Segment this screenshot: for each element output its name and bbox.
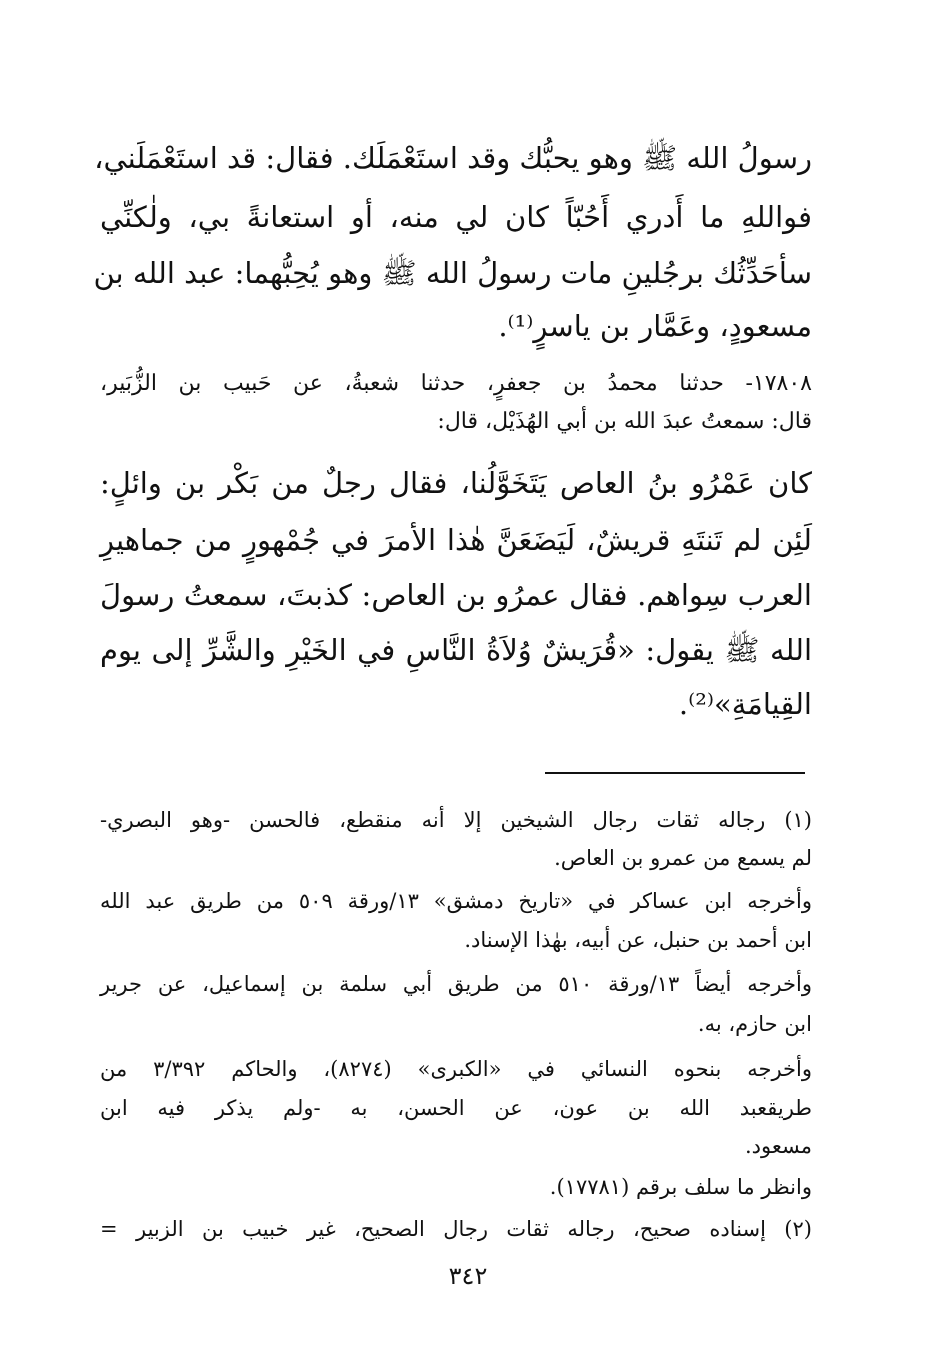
main-text-line: سأحَدِّثُك برجُلينِ مات رسولُ الله ﷺ وهو يُحِبُّهما: عبد الله بن <box>93 256 812 290</box>
main-text-line: رسولُ الله ﷺ وهو يحبُّك وقد استَعْمَلَك. فقال: قد استَعْمَلَني، <box>94 141 812 175</box>
footnote-line: ابن أحمد بن حنبل، عن أبيه، بهٰذا الإسناد. <box>464 928 812 952</box>
hadith-chain-line: ١٧٨٠٨- حدثنا محمدُ بن جعفرٍ، حدثنا شعبةُ، عن حَبيب بن الزُّبَير، <box>100 371 812 396</box>
footnote-line: مسعود. <box>745 1134 812 1158</box>
footnote-line: وأخرجه ابن عساكر في «تاريخ دمشق» ١٣/ورقة ٥٠٩ من طريق عبد الله <box>100 889 812 913</box>
hadith-chain-line: قال: سمعتُ عبدَ الله بن أبي الهُذَيْل، قال: <box>437 409 812 434</box>
page-number: ٣٤٢ <box>448 1262 488 1290</box>
hadith-text-line: لَئِن لم تَنتَهِ قريشٌ، لَيَضَعَنَّ هٰذا الأمرَ في جُمْهورٍ من جماهيرِ <box>100 523 812 557</box>
footnote-line: ابن حازم، به. <box>697 1012 812 1036</box>
footnote-line: وأخرجه أيضاً ١٣/ورقة ٥١٠ من طريق أبي سلمة بن إسماعيل، عن جرير <box>100 972 812 996</box>
hadith-text-line: كان عَمْرُو بنُ العاص يَتَخَوَّلُنا، فقال رجلٌ من بَكْر بن وائلٍ: <box>100 466 812 500</box>
footnote-line: (١) رجاله ثقات رجال الشيخين إلا أنه منقطع، فالحسن -وهو البصري- <box>100 808 812 832</box>
main-text-line: مسعودٍ، وعَمَّار بن ياسرٍ⁽¹⁾. <box>498 309 812 343</box>
hadith-text-line: الله ﷺ يقول: «قُرَيشٌ وُلاَةُ النَّاسِ في الخَيْرِ والشَّرِّ إلى يوم <box>100 633 812 667</box>
hadith-text-line: العرب سِواهم. فقال عمرُو بن العاص: كذبتَ، سمعتُ رسولَ <box>100 578 812 612</box>
hadith-text-line: القِيامَةِ»⁽²⁾. <box>678 687 812 721</box>
footnote-line: لم يسمع من عمرو بن العاص. <box>554 846 812 870</box>
footnote-line: وانظر ما سلف برقم (١٧٧٨١). <box>549 1175 812 1199</box>
footnote-line: طريقعبد الله بن عون، عن الحسن، به -ولم يذكر فيه ابن <box>100 1096 812 1120</box>
footnote-line: (٢) إسناده صحيح، رجاله ثقات رجال الصحيح، غير خبيب بن الزبير = <box>100 1217 812 1241</box>
main-text-line: فواللهِ ما أَدري أَحُبّاً كان لي منه، أو استعانةً بي، ولٰكنِّي <box>100 200 812 234</box>
footnote-line: وأخرجه بنحوه النسائي في «الكبرى» (٨٢٧٤)، والحاكم ٣/٣٩٢ من <box>100 1057 813 1081</box>
footnote-separator <box>545 772 805 774</box>
